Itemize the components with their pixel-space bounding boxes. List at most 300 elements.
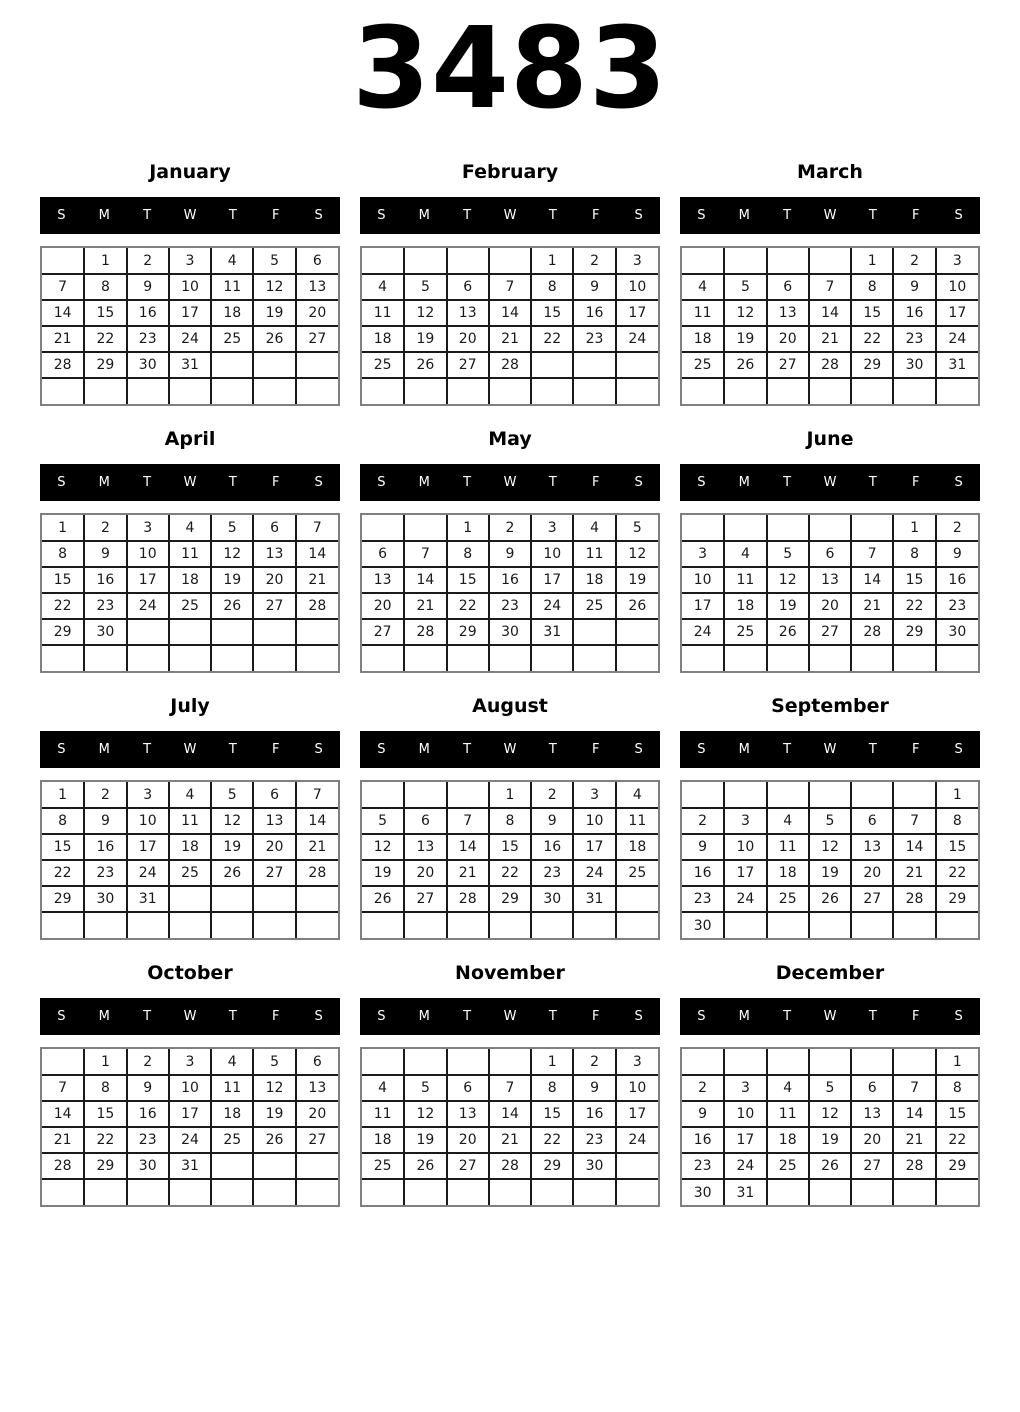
empty-day-cell	[253, 1153, 295, 1179]
empty-day-cell	[682, 378, 724, 404]
week-row	[42, 1179, 338, 1205]
day-cell: 30	[489, 619, 531, 645]
day-cell: 21	[447, 860, 489, 886]
day-cell: 23	[893, 326, 935, 352]
day-cell: 19	[809, 860, 851, 886]
weekday-label: F	[271, 742, 280, 758]
month-date-grid	[682, 515, 978, 671]
day-cell: 17	[169, 1101, 211, 1127]
week-row	[682, 1153, 978, 1179]
day-cell: 4	[362, 274, 404, 300]
day-cell: 18	[573, 567, 615, 593]
week-row	[682, 378, 978, 404]
day-cell: 24	[127, 860, 169, 886]
day-cell: 10	[724, 834, 766, 860]
day-cell: 5	[253, 248, 295, 274]
empty-day-cell	[296, 1153, 338, 1179]
day-cell: 14	[447, 834, 489, 860]
weekday-label: F	[911, 208, 920, 224]
day-cell: 6	[253, 515, 295, 541]
day-cell: 6	[404, 808, 446, 834]
empty-day-cell	[404, 1179, 446, 1205]
day-cell: 20	[296, 1101, 338, 1127]
day-cell: 9	[127, 274, 169, 300]
empty-day-cell	[296, 378, 338, 404]
week-row	[682, 1179, 978, 1205]
weekday-label: T	[868, 1009, 877, 1025]
day-cell: 22	[936, 1127, 978, 1153]
day-cell: 25	[211, 1127, 253, 1153]
day-cell: 26	[809, 886, 851, 912]
day-cell: 9	[573, 1075, 615, 1101]
month-block	[40, 161, 340, 406]
day-cell: 1	[84, 248, 126, 274]
day-cell: 28	[851, 619, 893, 645]
empty-day-cell	[169, 645, 211, 671]
week-row	[42, 541, 338, 567]
month-title: January	[149, 161, 231, 184]
weekday-label: S	[634, 742, 643, 758]
weekday-label: T	[783, 208, 792, 224]
day-cell: 23	[127, 1127, 169, 1153]
weekday-label: W	[503, 208, 517, 224]
day-cell: 27	[767, 352, 809, 378]
day-cell: 15	[893, 567, 935, 593]
day-cell: 1	[42, 782, 84, 808]
empty-day-cell	[296, 352, 338, 378]
empty-day-cell	[489, 1179, 531, 1205]
day-cell: 18	[362, 1127, 404, 1153]
empty-day-cell	[767, 248, 809, 274]
day-cell: 19	[404, 326, 446, 352]
day-cell: 8	[42, 541, 84, 567]
empty-day-cell	[489, 378, 531, 404]
day-cell: 19	[362, 860, 404, 886]
day-cell: 28	[42, 1153, 84, 1179]
day-cell: 1	[531, 1049, 573, 1075]
day-cell: 7	[42, 274, 84, 300]
day-cell: 21	[893, 860, 935, 886]
day-cell: 22	[84, 1127, 126, 1153]
day-cell: 12	[809, 834, 851, 860]
empty-day-cell	[447, 378, 489, 404]
empty-day-cell	[253, 352, 295, 378]
weekday-header-bar	[40, 731, 340, 768]
weekday-label: S	[57, 208, 66, 224]
day-cell: 19	[404, 1127, 446, 1153]
day-cell: 19	[616, 567, 658, 593]
day-cell: 9	[84, 808, 126, 834]
weekday-label: F	[271, 1009, 280, 1025]
day-cell: 10	[127, 808, 169, 834]
day-cell: 11	[767, 834, 809, 860]
day-cell: 20	[362, 593, 404, 619]
day-cell: 28	[489, 352, 531, 378]
day-cell: 26	[211, 860, 253, 886]
day-cell: 14	[893, 1101, 935, 1127]
day-cell: 3	[169, 248, 211, 274]
month-block	[360, 695, 660, 940]
empty-day-cell	[84, 1179, 126, 1205]
empty-day-cell	[893, 1179, 935, 1205]
day-cell: 29	[851, 352, 893, 378]
day-cell: 2	[682, 1075, 724, 1101]
week-row	[42, 886, 338, 912]
week-row	[682, 782, 978, 808]
day-cell: 24	[724, 886, 766, 912]
weekday-label: S	[314, 208, 323, 224]
day-cell: 15	[84, 1101, 126, 1127]
empty-day-cell	[573, 378, 615, 404]
day-cell: 24	[169, 1127, 211, 1153]
week-row	[42, 300, 338, 326]
day-cell: 17	[724, 1127, 766, 1153]
month-date-grid	[682, 782, 978, 938]
week-row	[682, 541, 978, 567]
weekday-label: T	[143, 742, 152, 758]
month-title: December	[775, 962, 885, 985]
week-row	[682, 352, 978, 378]
empty-day-cell	[767, 1049, 809, 1075]
month-date-grid-border	[40, 780, 340, 940]
month-block	[40, 428, 340, 673]
week-row	[42, 1075, 338, 1101]
day-cell: 28	[404, 619, 446, 645]
weekday-label: S	[57, 475, 66, 491]
weekday-label: F	[911, 1009, 920, 1025]
day-cell: 8	[84, 1075, 126, 1101]
day-cell: 2	[489, 515, 531, 541]
day-cell: 15	[447, 567, 489, 593]
weekday-label: T	[143, 208, 152, 224]
day-cell: 21	[851, 593, 893, 619]
day-cell: 19	[809, 1127, 851, 1153]
day-cell: 25	[767, 1153, 809, 1179]
weekday-label: F	[271, 208, 280, 224]
month-date-grid	[682, 248, 978, 404]
week-row	[362, 515, 658, 541]
day-cell: 2	[573, 1049, 615, 1075]
empty-day-cell	[362, 645, 404, 671]
month-block	[40, 962, 340, 1207]
empty-day-cell	[682, 248, 724, 274]
day-cell: 26	[809, 1153, 851, 1179]
empty-day-cell	[362, 1179, 404, 1205]
empty-day-cell	[851, 645, 893, 671]
day-cell: 19	[211, 567, 253, 593]
day-cell: 11	[682, 300, 724, 326]
day-cell: 8	[531, 274, 573, 300]
day-cell: 30	[127, 1153, 169, 1179]
weekday-label: F	[911, 742, 920, 758]
day-cell: 30	[936, 619, 978, 645]
week-row	[682, 1075, 978, 1101]
day-cell: 8	[851, 274, 893, 300]
week-row	[42, 808, 338, 834]
day-cell: 8	[936, 1075, 978, 1101]
weekday-label: M	[98, 742, 110, 758]
day-cell: 7	[489, 1075, 531, 1101]
day-cell: 7	[296, 782, 338, 808]
day-cell: 9	[936, 541, 978, 567]
month-date-grid	[362, 248, 658, 404]
day-cell: 16	[84, 567, 126, 593]
day-cell: 7	[809, 274, 851, 300]
day-cell: 11	[211, 274, 253, 300]
day-cell: 22	[42, 593, 84, 619]
week-row	[42, 1101, 338, 1127]
empty-day-cell	[616, 352, 658, 378]
empty-day-cell	[616, 619, 658, 645]
day-cell: 16	[893, 300, 935, 326]
weekday-label: T	[228, 475, 237, 491]
empty-day-cell	[489, 1049, 531, 1075]
day-cell: 24	[616, 326, 658, 352]
weekday-label: T	[783, 1009, 792, 1025]
day-cell: 4	[767, 808, 809, 834]
day-cell: 16	[682, 1127, 724, 1153]
day-cell: 9	[531, 808, 573, 834]
day-cell: 29	[936, 886, 978, 912]
empty-day-cell	[362, 248, 404, 274]
week-row	[42, 593, 338, 619]
day-cell: 5	[404, 1075, 446, 1101]
empty-day-cell	[851, 1179, 893, 1205]
day-cell: 10	[616, 274, 658, 300]
day-cell: 25	[362, 352, 404, 378]
day-cell: 23	[531, 860, 573, 886]
month-date-grid-border	[360, 513, 660, 673]
day-cell: 1	[489, 782, 531, 808]
day-cell: 16	[84, 834, 126, 860]
empty-day-cell	[724, 782, 766, 808]
week-row	[42, 515, 338, 541]
day-cell: 26	[616, 593, 658, 619]
week-row	[362, 860, 658, 886]
day-cell: 24	[573, 860, 615, 886]
week-row	[362, 1049, 658, 1075]
empty-day-cell	[809, 782, 851, 808]
day-cell: 12	[362, 834, 404, 860]
empty-day-cell	[211, 912, 253, 938]
day-cell: 31	[531, 619, 573, 645]
day-cell: 18	[211, 1101, 253, 1127]
day-cell: 14	[851, 567, 893, 593]
week-row	[362, 886, 658, 912]
weekday-label: T	[463, 208, 472, 224]
day-cell: 15	[851, 300, 893, 326]
weekday-header-bar	[680, 998, 980, 1035]
weekday-label: F	[911, 475, 920, 491]
day-cell: 31	[573, 886, 615, 912]
empty-day-cell	[616, 1153, 658, 1179]
day-cell: 13	[404, 834, 446, 860]
week-row	[682, 860, 978, 886]
day-cell: 6	[362, 541, 404, 567]
day-cell: 16	[573, 300, 615, 326]
weekday-label: M	[738, 742, 750, 758]
day-cell: 5	[809, 1075, 851, 1101]
day-cell: 10	[169, 1075, 211, 1101]
empty-day-cell	[767, 515, 809, 541]
week-row	[362, 645, 658, 671]
day-cell: 30	[573, 1153, 615, 1179]
empty-day-cell	[127, 378, 169, 404]
empty-day-cell	[253, 886, 295, 912]
empty-day-cell	[404, 912, 446, 938]
day-cell: 12	[253, 274, 295, 300]
empty-day-cell	[936, 645, 978, 671]
day-cell: 11	[362, 300, 404, 326]
day-cell: 17	[573, 834, 615, 860]
day-cell: 1	[531, 248, 573, 274]
day-cell: 9	[682, 834, 724, 860]
week-row	[362, 912, 658, 938]
empty-day-cell	[362, 515, 404, 541]
day-cell: 4	[362, 1075, 404, 1101]
empty-day-cell	[362, 782, 404, 808]
month-block	[40, 695, 340, 940]
day-cell: 6	[296, 1049, 338, 1075]
day-cell: 23	[84, 593, 126, 619]
weekday-label: S	[57, 1009, 66, 1025]
weekday-label: T	[228, 208, 237, 224]
day-cell: 20	[851, 860, 893, 886]
day-cell: 3	[724, 808, 766, 834]
day-cell: 6	[447, 274, 489, 300]
day-cell: 6	[851, 1075, 893, 1101]
day-cell: 22	[489, 860, 531, 886]
weekday-label: W	[183, 742, 197, 758]
empty-day-cell	[936, 1179, 978, 1205]
day-cell: 16	[489, 567, 531, 593]
day-cell: 9	[127, 1075, 169, 1101]
empty-day-cell	[616, 912, 658, 938]
day-cell: 12	[767, 567, 809, 593]
empty-day-cell	[127, 912, 169, 938]
week-row	[362, 352, 658, 378]
day-cell: 23	[84, 860, 126, 886]
empty-day-cell	[253, 378, 295, 404]
day-cell: 8	[893, 541, 935, 567]
day-cell: 23	[489, 593, 531, 619]
day-cell: 4	[616, 782, 658, 808]
weekday-label: S	[634, 1009, 643, 1025]
day-cell: 23	[573, 326, 615, 352]
empty-day-cell	[851, 378, 893, 404]
day-cell: 16	[127, 1101, 169, 1127]
weekday-label: W	[823, 208, 837, 224]
weekday-label: W	[823, 1009, 837, 1025]
day-cell: 20	[447, 1127, 489, 1153]
day-cell: 24	[127, 593, 169, 619]
empty-day-cell	[616, 886, 658, 912]
week-row	[362, 834, 658, 860]
week-row	[42, 352, 338, 378]
day-cell: 6	[851, 808, 893, 834]
weekday-label: M	[738, 475, 750, 491]
day-cell: 5	[253, 1049, 295, 1075]
day-cell: 14	[489, 1101, 531, 1127]
day-cell: 15	[936, 1101, 978, 1127]
weekday-label: F	[591, 208, 600, 224]
day-cell: 14	[809, 300, 851, 326]
month-date-grid-border	[40, 246, 340, 406]
weekday-label: W	[183, 475, 197, 491]
month-date-grid	[362, 1049, 658, 1205]
day-cell: 14	[42, 1101, 84, 1127]
day-cell: 24	[169, 326, 211, 352]
day-cell: 18	[362, 326, 404, 352]
week-row	[42, 782, 338, 808]
day-cell: 20	[447, 326, 489, 352]
day-cell: 28	[42, 352, 84, 378]
month-block	[680, 695, 980, 940]
empty-day-cell	[211, 886, 253, 912]
empty-day-cell	[809, 378, 851, 404]
weekday-label: S	[954, 475, 963, 491]
month-date-grid-border	[680, 780, 980, 940]
day-cell: 2	[84, 782, 126, 808]
day-cell: 10	[169, 274, 211, 300]
day-cell: 19	[253, 1101, 295, 1127]
empty-day-cell	[42, 1179, 84, 1205]
empty-day-cell	[531, 912, 573, 938]
empty-day-cell	[809, 1179, 851, 1205]
day-cell: 4	[211, 248, 253, 274]
week-row	[362, 567, 658, 593]
empty-day-cell	[573, 619, 615, 645]
empty-day-cell	[573, 912, 615, 938]
day-cell: 28	[893, 886, 935, 912]
empty-day-cell	[127, 1179, 169, 1205]
empty-day-cell	[211, 378, 253, 404]
day-cell: 26	[404, 1153, 446, 1179]
day-cell: 24	[936, 326, 978, 352]
week-row	[42, 619, 338, 645]
day-cell: 21	[404, 593, 446, 619]
day-cell: 13	[851, 1101, 893, 1127]
month-date-grid	[42, 248, 338, 404]
day-cell: 19	[253, 300, 295, 326]
day-cell: 16	[531, 834, 573, 860]
day-cell: 18	[169, 567, 211, 593]
weekday-label: S	[377, 1009, 386, 1025]
day-cell: 11	[169, 541, 211, 567]
day-cell: 7	[42, 1075, 84, 1101]
week-row	[362, 593, 658, 619]
day-cell: 5	[767, 541, 809, 567]
week-row	[682, 808, 978, 834]
weekday-label: W	[183, 208, 197, 224]
day-cell: 26	[767, 619, 809, 645]
day-cell: 31	[169, 352, 211, 378]
day-cell: 15	[531, 300, 573, 326]
empty-day-cell	[447, 645, 489, 671]
empty-day-cell	[127, 645, 169, 671]
empty-day-cell	[531, 645, 573, 671]
month-title: September	[771, 695, 889, 718]
day-cell: 29	[84, 352, 126, 378]
day-cell: 29	[893, 619, 935, 645]
day-cell: 20	[296, 300, 338, 326]
weekday-label: S	[634, 208, 643, 224]
day-cell: 8	[42, 808, 84, 834]
empty-day-cell	[893, 782, 935, 808]
week-row	[362, 1101, 658, 1127]
day-cell: 5	[404, 274, 446, 300]
day-cell: 19	[211, 834, 253, 860]
